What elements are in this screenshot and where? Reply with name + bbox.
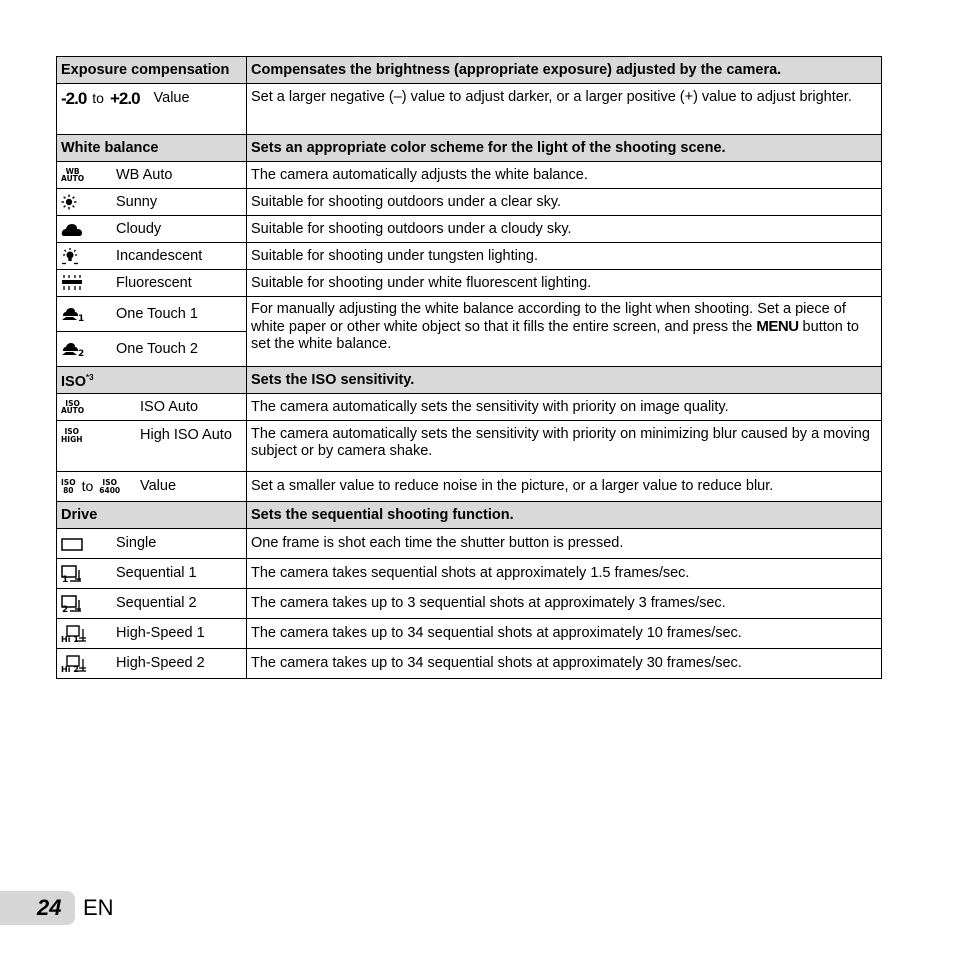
iso-high-icon-bottom: HIGH (61, 434, 83, 444)
wb-one-touch-desc: For manually adjusting the white balance according to the light when shooting. Set a piece of white paper or other white object so that it fills the entire screen, and press the MENU button to set the white balance. (247, 297, 882, 367)
exposure-header-label: Exposure compensation (57, 57, 247, 84)
language-code: EN (83, 895, 114, 920)
drive-sequential-1-desc: The camera takes sequential shots at approximately 1.5 frames/sec. (247, 559, 882, 589)
wb-fluorescent-label: Fluorescent (116, 274, 192, 291)
iso-value-label: Value (140, 478, 177, 494)
svg-text:Hi 1: Hi 1 (61, 634, 79, 643)
drive-single-label: Single (116, 535, 157, 551)
wb-auto-icon-bottom: AUTO (61, 174, 85, 183)
drive-high-speed-2-label: High-Speed 2 (116, 655, 205, 671)
settings-table (56, 56, 882, 679)
wb-auto-label: WB Auto (116, 166, 173, 183)
exposure-max-value: +2.0 (109, 89, 140, 108)
wb-one-touch-1-label: One Touch 1 (116, 305, 198, 322)
white-balance-header-row (57, 135, 882, 162)
high-speed-1-icon (61, 625, 116, 643)
svg-text:2: 2 (62, 604, 69, 613)
single-frame-icon (61, 537, 116, 551)
wb-sunny-row (57, 189, 882, 216)
cloudy-icon (61, 221, 116, 237)
iso-header-label: ISO$^{*3}$ (57, 367, 247, 394)
wb-fluorescent-desc: Suitable for shooting under white fluorescent lighting. (247, 270, 882, 297)
page-number: 24 (37, 895, 62, 920)
drive-header-desc: Sets the sequential shooting function. (247, 502, 882, 529)
exposure-value-desc: Set a larger negative (–) value to adjust darker, or a larger positive (+) value to adjust brighter. (247, 84, 882, 135)
wb-auto-icon (61, 168, 116, 183)
drive-header-label: Drive (57, 502, 247, 529)
iso-auto-icon-bottom: AUTO (61, 406, 85, 415)
iso-high-icon-top: ISO (64, 427, 80, 436)
wb-cloudy-row (57, 216, 882, 243)
iso-auto-label: ISO Auto (140, 398, 199, 415)
iso-value-row (57, 472, 882, 502)
exposure-header-desc: Compensates the brightness (appropriate exposure) adjusted by the camera. (247, 57, 882, 84)
white-balance-header-desc: Sets an appropriate color scheme for the light of the shooting scene. (247, 135, 882, 162)
wb-sunny-desc: Suitable for shooting outdoors under a clear sky. (247, 189, 882, 216)
drive-high-speed-2-desc: The camera takes up to 34 sequential shots at approximately 30 frames/sec. (247, 649, 882, 679)
drive-high-speed-1-desc: The camera takes up to 34 sequential shots at approximately 10 frames/sec. (247, 619, 882, 649)
drive-sequential-1-row (57, 559, 882, 589)
svg-text:1: 1 (62, 574, 69, 583)
one-touch-1-icon (61, 306, 116, 322)
drive-high-speed-1-row (57, 619, 882, 649)
fluorescent-icon (61, 275, 116, 291)
iso-auto-icon-top: ISO (65, 398, 80, 408)
drive-sequential-1-label: Sequential 1 (116, 565, 197, 581)
svg-text:Hi 2: Hi 2 (61, 664, 79, 673)
sequential-2-icon (61, 595, 116, 613)
drive-sequential-2-desc: The camera takes up to 3 sequential shots at approximately 3 frames/sec. (247, 589, 882, 619)
exposure-to-text: to (92, 90, 104, 106)
drive-high-speed-1-label: High-Speed 1 (116, 625, 205, 641)
drive-high-speed-2-row (57, 649, 882, 679)
drive-single-desc: One frame is shot each time the shutter button is pressed. (247, 529, 882, 559)
iso-high-label: High ISO Auto (140, 427, 232, 443)
wb-auto-icon-top: WB (65, 166, 80, 176)
iso-to-text: to (81, 478, 94, 494)
wb-fluorescent-row (57, 270, 882, 297)
sequential-1-icon (61, 565, 116, 583)
iso-max-icon: ISO 6400 (99, 478, 121, 495)
wb-one-touch-2-label: One Touch 2 (116, 340, 198, 357)
drive-single-row (57, 529, 882, 559)
iso-auto-icon (61, 400, 140, 415)
exposure-min-value: -2.0 (61, 89, 87, 108)
wb-one-touch-1-row (57, 297, 882, 332)
high-speed-2-icon (61, 655, 116, 673)
exposure-header-row (57, 57, 882, 84)
drive-sequential-2-label: Sequential 2 (116, 595, 197, 611)
iso-auto-row (57, 394, 882, 421)
sunny-icon (61, 194, 116, 210)
wb-incandescent-label: Incandescent (116, 247, 203, 264)
iso-high-row (57, 421, 882, 472)
drive-header-row (57, 502, 882, 529)
drive-sequential-2-row (57, 589, 882, 619)
iso-min-icon: ISO 80 (61, 478, 76, 495)
wb-cloudy-label: Cloudy (116, 220, 162, 237)
iso-header-desc: Sets the ISO sensitivity. (247, 367, 882, 394)
wb-incandescent-row (57, 243, 882, 270)
iso-high-icon (61, 428, 140, 443)
exposure-value-label: Value (153, 90, 190, 106)
wb-auto-row (57, 162, 882, 189)
exposure-value-row (57, 84, 882, 135)
wb-incandescent-desc: Suitable for shooting under tungsten lighting. (247, 243, 882, 270)
one-touch-2-icon (61, 341, 116, 357)
incandescent-icon (61, 248, 116, 265)
menu-button-label: MENU (756, 318, 799, 335)
iso-header-row (57, 367, 882, 394)
wb-cloudy-desc: Suitable for shooting outdoors under a cloudy sky. (247, 216, 882, 243)
wb-sunny-label: Sunny (116, 193, 158, 210)
svg-text:1: 1 (78, 314, 85, 322)
iso-high-desc: The camera automatically sets the sensitivity with priority on minimizing blur caused by a moving subject or by camera shake. (247, 421, 882, 472)
wb-auto-desc: The camera automatically adjusts the white balance. (247, 162, 882, 189)
iso-auto-desc: The camera automatically sets the sensitivity with priority on image quality. (247, 394, 882, 421)
white-balance-header-label: White balance (57, 135, 247, 162)
iso-value-desc: Set a smaller value to reduce noise in the picture, or a larger value to reduce blur. (247, 472, 882, 502)
iso-footnote-ref: *3 (85, 373, 94, 383)
svg-text:2: 2 (78, 349, 85, 357)
